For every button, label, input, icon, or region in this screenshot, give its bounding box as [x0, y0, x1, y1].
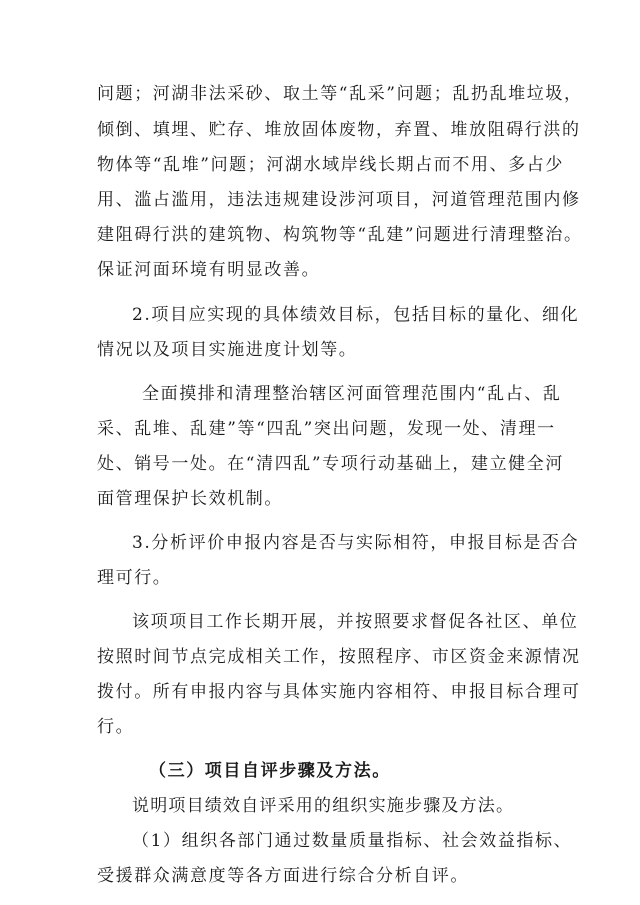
section-item-2-line: 2.项目应实现的具体绩效目标，包括目标的量化、细化	[132, 305, 580, 325]
text-line: （1）组织各部门通过数量质量指标、社会效益指标、	[132, 831, 573, 851]
text-line: 倾倒、填埋、贮存、堆放固体废物，弃置、堆放阻碍行洪的	[97, 120, 581, 140]
text-line: 说明项目绩效自评采用的组织实施步骤及方法。	[132, 796, 515, 816]
text-line: 建阻碍行洪的建筑物、构筑物等“乱建”问题进行清理整治。	[97, 225, 583, 245]
text-line: 保证河面环境有明显改善。	[97, 260, 321, 280]
text-line: 拨付。所有申报内容与具体实施内容相符、申报目标合理可	[97, 682, 581, 702]
text-line: 该项项目工作长期开展，并按照要求督促各社区、单位	[132, 612, 579, 632]
section-item-3-line: 理可行。	[97, 568, 172, 588]
section-heading: （三）项目自评步骤及方法。	[149, 761, 391, 781]
section-item-2-line: 情况以及项目实施进度计划等。	[97, 340, 358, 360]
text-line: 行。	[97, 717, 135, 737]
text-line: 处、销号一处。在“清四乱”专项行动基础上，建立健全河	[97, 454, 564, 474]
text-line: 面管理保护长效机制。	[97, 489, 283, 509]
text-line: 全面摸排和清理整治辖区河面管理范围内“乱占、乱	[142, 384, 562, 404]
text-line: 受援群众满意度等各方面进行综合分析自评。	[97, 866, 469, 886]
text-line: 用、滥占滥用，违法违规建设涉河项目，河道管理范围内修	[97, 190, 581, 210]
text-line: 按照时间节点完成相关工作，按照程序、市区资金来源情况	[97, 647, 581, 667]
text-line: 物体等“乱堆”问题；河湖水域岸线长期占而不用、多占少	[97, 155, 564, 175]
text-line: 采、乱堆、乱建”等“四乱”突出问题，发现一处、清理一	[97, 419, 556, 439]
text-line: 问题；河湖非法采砂、取土等“乱采”问题；乱扔乱堆垃圾，	[97, 84, 583, 104]
section-item-3-line: 3.分析评价申报内容是否与实际相符，申报目标是否合	[132, 533, 580, 553]
